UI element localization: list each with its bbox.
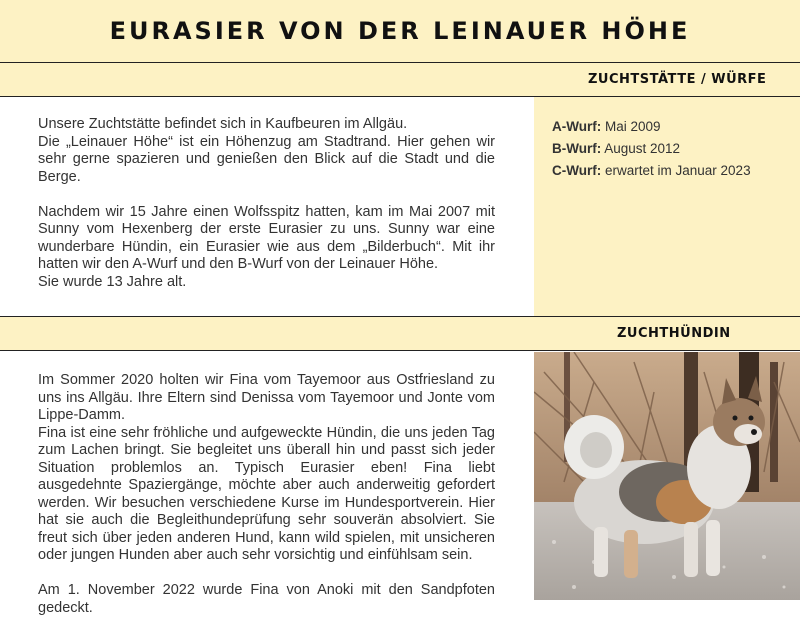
- litter-item: [552, 160, 751, 182]
- dog-photo: [534, 352, 800, 600]
- section-heading-zuchtstaette: ZUCHTSTÄTTE / WÜRFE: [588, 72, 767, 87]
- dog-photo-illustration: [534, 352, 800, 600]
- litter-panel: [534, 97, 800, 316]
- site-header: [0, 0, 800, 62]
- litter-date: erwartet im Januar 2023: [605, 163, 751, 178]
- litter-label: C-Wurf:: [552, 163, 602, 178]
- litter-item: [552, 116, 751, 138]
- dog-paragraph: Im Sommer 2020 holten wir Fina vom Tayemoor aus Ostfriesland zu uns ins Allgäu. Ihre Eltern sind Denissa vom Tayemoor und Jonte vom Lippe-Damm.: [38, 372, 495, 423]
- section-band-zuchtstaette: [0, 62, 800, 97]
- intro-paragraph: Sie wurde 13 Jahre alt.: [38, 273, 187, 290]
- dog-paragraph: Fina ist eine sehr fröhliche und aufgeweckte Hündin, die uns jeden Tag zum Lachen bringt. Sie begleitet uns überall hin und passt sich jeder Situation problemlos an. Typisch Eurasier eben! Fina liebt ausgedehnte Spaziergänge, möchte aber auch anderweitig gefordert werden. Wir besuchen verschiedene Kurse im Hundesportverein. Hier hat sie auch die Begleithundeprüfung sehr souverän absolviert. Sie freut sich über jeden anderen Hund, kann wild spielen, mit unsicheren oder jungen Hunden aber auch sehr vorsichtig und einfühlsam sein.: [38, 424, 495, 563]
- intro-paragraph: Die „Leinauer Höhe“ ist ein Höhenzug am Stadtrand. Hier gehen wir sehr gerne spazieren und genießen den Blick auf die Stadt und die Berge.: [38, 133, 495, 185]
- dog-description: [38, 372, 495, 617]
- site-title[interactable]: EURASIER VON DER LEINAUER HÖHE: [109, 17, 691, 45]
- litter-label: B-Wurf:: [552, 141, 602, 156]
- intro-paragraph: Unsere Zuchtstätte befindet sich in Kaufbeuren im Allgäu.: [38, 116, 408, 132]
- intro-paragraph: Nachdem wir 15 Jahre einen Wolfsspitz hatten, kam im Mai 2007 mit Sunny vom Hexenberg der erste Eurasier zu uns. Sunny war eine wunderbare Hündin, ein Eurasier wie aus dem „Bilderbuch“. Mit ihr hatten wir den A-Wurf und den B-Wurf von der Leinauer Höhe.: [38, 203, 495, 272]
- litter-item: [552, 138, 751, 160]
- intro-text: [38, 116, 495, 291]
- section-heading-zuchthuendin: ZUCHTHÜNDIN: [617, 326, 731, 341]
- litter-label: A-Wurf:: [552, 119, 602, 134]
- litter-date: Mai 2009: [605, 119, 661, 134]
- litter-date: August 2012: [604, 141, 681, 156]
- dog-paragraph: Am 1. November 2022 wurde Fina von Anoki mit den Sandpfoten gedeckt.: [38, 582, 495, 616]
- section-band-zuchthuendin: [0, 316, 800, 351]
- litter-list: [552, 116, 751, 182]
